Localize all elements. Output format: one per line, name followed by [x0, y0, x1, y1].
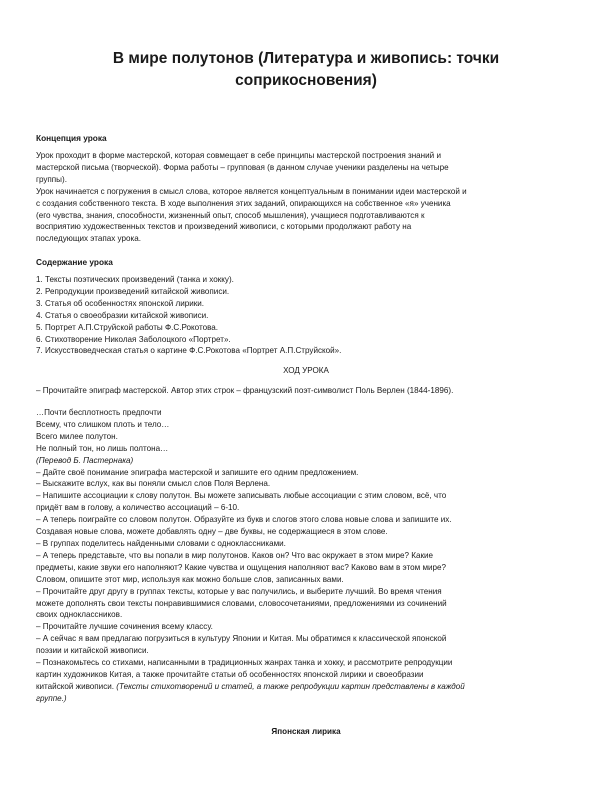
task-note-cont: группе.) — [36, 693, 67, 703]
task-line: – Прочитайте лучшие сочинения всему классу. — [36, 622, 213, 632]
task-line: – Выскажите вслух, как вы поняли смысл слов Поля Верлена. — [36, 479, 271, 489]
task-note: (Тексты стихотворений и статей, а также репродукции картин представлены в каждой — [116, 681, 465, 691]
list-item: 6. Стихотворение Николая Заболоцкого «Портрет». — [36, 334, 231, 344]
title-line-1: В мире полутонов (Литература и живопись: точки — [112, 50, 500, 67]
task-line: – А теперь представьте, что вы попали в мир полутонов. Каков он? Что вас окружает в этом мире? Какие — [36, 550, 434, 560]
epigraph-poem — [36, 407, 576, 705]
title-line-2: соприкосновения) — [235, 72, 377, 89]
task-line: можете дополнять свои тексты понравившимися словами, словосочетаниями, предложениями из сочинений — [36, 598, 447, 608]
task-line: поэзии и китайской живописи. — [36, 646, 149, 656]
poem-line: Не полный тон, но лишь полтона… — [36, 443, 169, 453]
task-line: – Напишите ассоциации к слову полутон. Вы можете записывать любые ассоциации с этим словом, всё, что — [36, 491, 447, 501]
text-line: с создания собственного текста. В ходе выполнения этих заданий, опирающихся на собственное «я» ученика — [36, 198, 451, 208]
course-intro — [36, 385, 576, 397]
task-line: – Дайте своё понимание эпиграфа мастерской и запишите его одним предложением. — [36, 467, 359, 477]
concept-heading: Концепция урока — [36, 133, 107, 143]
task-line: – А теперь поиграйте со словом полутон. Образуйте из букв и слогов этого слова новые слова и запишите их. — [36, 515, 452, 525]
task-line: – Познакомьтесь со стихами, написанными в традиционных жанрах танка и хокку, и рассмотрите репродукции — [36, 658, 453, 668]
task-line: Словом, опишите этот мир, используя как можно больше слов, записанных вами. — [36, 574, 344, 584]
task-line: – В группах поделитесь найденными словами с одноклассниками. — [36, 538, 286, 548]
page-title — [50, 48, 562, 92]
content-list — [36, 274, 576, 357]
task-line: – Прочитайте друг другу в группах тексты, которые у вас получились, и выберите лучший. Во время чтения — [36, 586, 442, 596]
list-item: 4. Статья о своеобразии китайской живописи. — [36, 310, 209, 320]
list-item: 5. Портрет А.П.Струйской работы Ф.С.Рокотова. — [36, 322, 219, 332]
poem-line: …Почти бесплотность предпочти — [36, 408, 162, 417]
task-line: – А сейчас я вам предлагаю погрузиться в культуру Японии и Китая. Мы обратимся к классической японской — [36, 634, 447, 644]
text-line: восприятию художественных текстов и произведений живописи, с которыми продолжают работу на — [36, 222, 412, 232]
task-line: картин художников Китая, а также прочитайте статьи об особенностях японской лирики и своеобразии — [36, 669, 424, 679]
text-line: мастерской письма (творческой). Форма работы – групповая (в данном случае ученики разделены на четыре — [36, 162, 449, 172]
poem-line: Всему, что слишком плоть и тело… — [36, 419, 170, 429]
task-line: придёт вам в голову, а количество ассоциаций – 6-10. — [36, 503, 240, 513]
list-item: 3. Статья об особенностях японской лирики. — [36, 298, 205, 308]
task-text: китайской живописи. — [36, 681, 117, 691]
task-line: Создавая новые слова, можете добавлять одну – две буквы, не содержащиеся в этом слове. — [36, 527, 388, 537]
list-item: 1. Тексты поэтических произведений (танка и хокку). — [36, 275, 234, 284]
text-line: (его чувства, знания, способности, жизненный опыт, способ мышления), учащиеся подготавливаются к — [36, 210, 425, 220]
poem-line: Всего милее полутон. — [36, 431, 118, 441]
concept-paragraph — [36, 150, 576, 245]
course-heading: ХОД УРОКА — [283, 366, 329, 375]
list-item: 7. Искусствоведческая статья о картине Ф.С.Рокотова «Портрет А.П.Струйской». — [36, 346, 342, 356]
translation-credit: (Перевод Б. Пастернака) — [36, 455, 134, 465]
task-line-mixed — [36, 681, 576, 693]
text-line: Урок начинается с погружения в смысл слова, которое является концептуальным в понимании идеи мастерской и — [36, 186, 467, 196]
content-heading: Содержание урока — [36, 257, 113, 267]
text-line: Урок проходит в форме мастерской, которая совмещает в себе принципы мастерской построения знаний и — [36, 151, 441, 160]
text-line: группы). — [36, 174, 67, 184]
list-item: 2. Репродукции произведений китайской живописи. — [36, 286, 230, 296]
text-line: – Прочитайте эпиграф мастерской. Автор этих строк – французский поэт-символист Поль Верлен (1844-1896). — [36, 386, 454, 395]
task-line: своих одноклассников. — [36, 610, 123, 620]
text-line: последующих этапах урока. — [36, 234, 141, 244]
section-heading: Японская лирика — [271, 727, 341, 736]
task-line: предметы, какие звуки его наполняют? Какие чувства и ощущения наполняют вас? Каково вам в этом мире? — [36, 562, 447, 572]
